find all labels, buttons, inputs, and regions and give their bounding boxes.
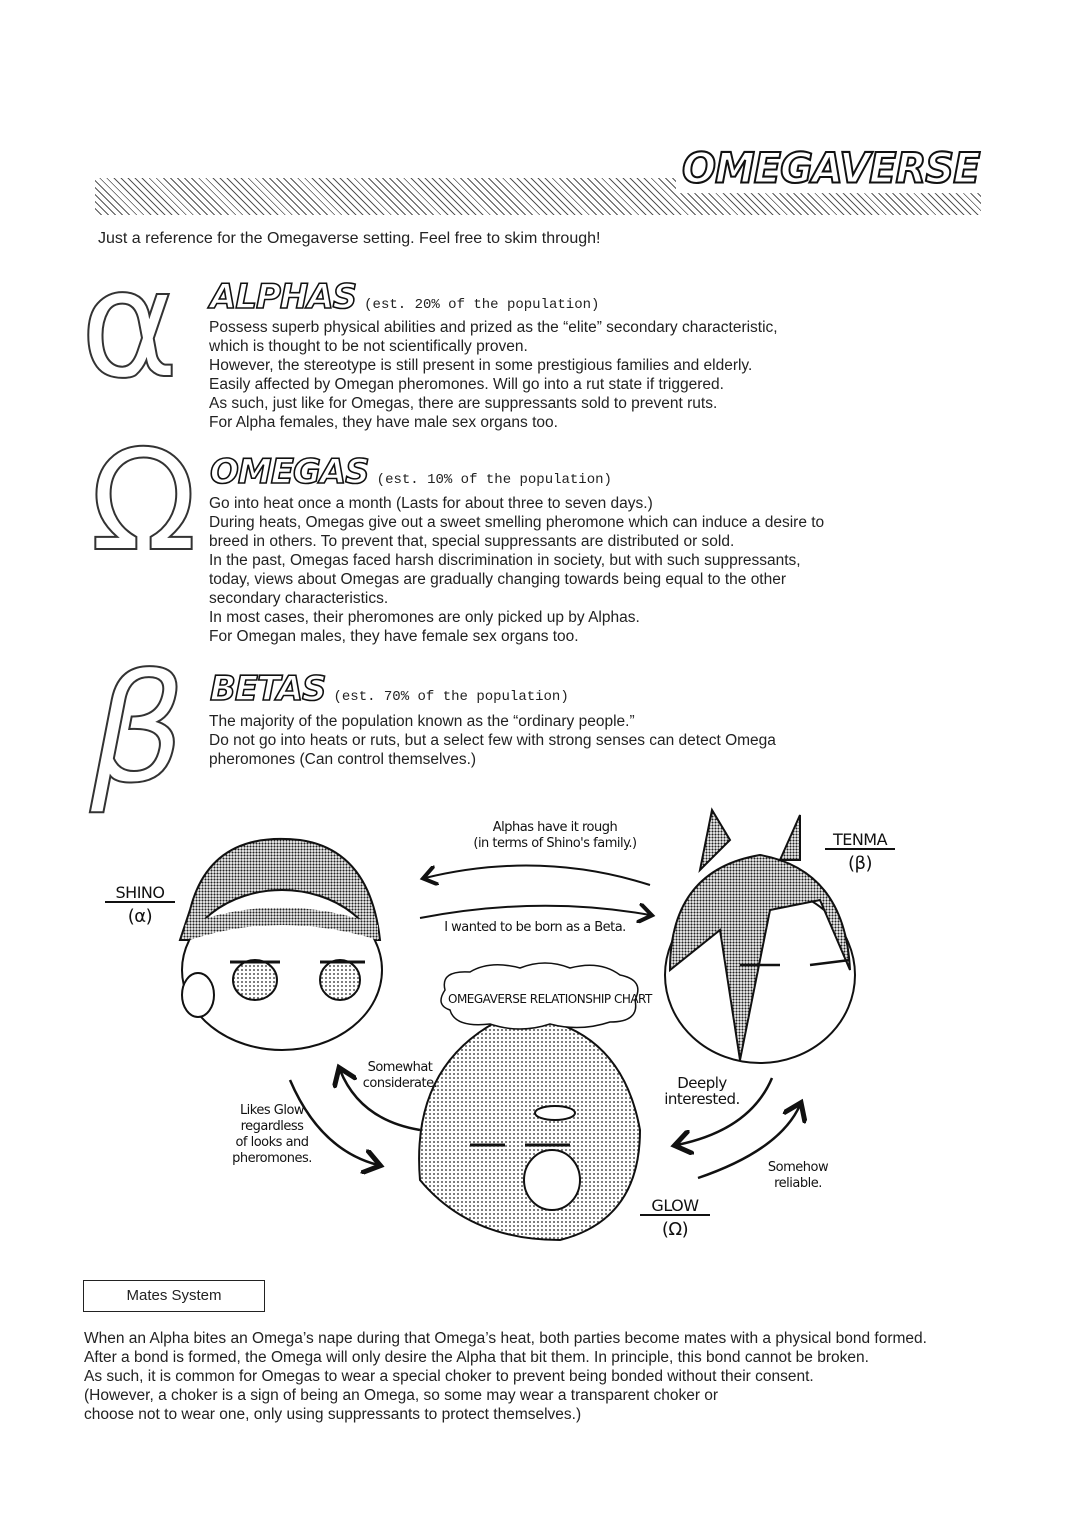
glow-head — [419, 1015, 640, 1240]
alphas-description: Possess superb physical abilities and prized as the “elite” secondary characteristic, which is thought to be not scientifically proven. However, the stereotype is still present in some prestigious families and elderly. Easily affected by Omegan pheromones. Will go into a rut state if triggered. As such, just like for Omegas, there are suppressants sold to prevent ruts. For Alpha females, they have male sex organs too. — [209, 319, 778, 431]
arrow-tenma-to-shino — [425, 866, 650, 885]
alphas-heading: ALPHAS (est. 20% of the population) — [210, 277, 600, 317]
alphas-estimate: (est. 20% of the population) — [364, 297, 600, 313]
label-glow-to-tenma: Somehow reliable. — [767, 1160, 829, 1191]
betas-heading: BETAS (est. 70% of the population) — [210, 669, 569, 709]
alpha-symbol: α — [80, 238, 179, 412]
omegas-description: Go into heat once a month (Lasts for about three to seven days.) During heats, Omegas give out a sweet smelling pheromone which can induce a desire to breed in others. To prevent that, special suppressants are distributed or sold. In the past, Omegas faced harsh discrimination in society, but with such suppressants, today, views about Omegas are gradually changing towards being equal to the other secondary characteristics. In most cases, their pheromones are only picked up by Alphas. For Omegan males, they have female sex organs too. — [209, 495, 825, 645]
beta-symbol: β — [90, 643, 186, 817]
chart-title: OMEGAVERSE RELATIONSHIP CHART — [448, 992, 652, 1006]
label-glow-to-shino: Somewhat considerate. — [362, 1060, 438, 1091]
page-title: OMEGAVERSE — [676, 145, 985, 193]
relationship-chart-illustration — [0, 800, 1080, 1270]
omega-symbol: Ω — [90, 420, 197, 583]
arrow-shino-to-tenma — [420, 906, 650, 918]
character-tenma: TENMA (β) — [825, 832, 895, 872]
character-glow: GLOW (Ω) — [640, 1198, 710, 1238]
character-shino: SHINO (α) — [105, 885, 175, 925]
intro-text: Just a reference for the Omegaverse setting. Feel free to skim through! — [98, 230, 601, 247]
label-tenma-to-glow: Deeply interested. — [664, 1074, 740, 1108]
mates-system-description: When an Alpha bites an Omega’s nape during that Omega’s heat, both parties become mates with a physical bond formed. After a bond is formed, the Omega will only desire the Alpha that bit them. In principle, this bond cannot be broken. As such, it is common for Omegas to wear a special choker to prevent being bonded without their consent. (However, a choker is a sign of being an Omega, so some may wear a transparent choker or choose not to wear one, only using suppressants to protect themselves.) — [84, 1330, 927, 1423]
mates-system-heading: Mates System — [83, 1280, 265, 1312]
label-shino-to-tenma: I wanted to be born as a Beta. — [444, 920, 626, 935]
omegas-estimate: (est. 10% of the population) — [376, 472, 612, 488]
shino-head — [180, 839, 382, 1050]
betas-estimate: (est. 70% of the population) — [333, 689, 569, 705]
label-shino-to-glow: Likes Glow regardless of looks and pheromones. — [232, 1103, 312, 1166]
omegas-heading: OMEGAS (est. 10% of the population) — [210, 452, 612, 492]
label-tenma-to-shino: Alphas have it rough (in terms of Shino's family.) — [473, 820, 637, 851]
betas-description: The majority of the population known as the “ordinary people.” Do not go into heats or ruts, but a select few with strong senses can detect Omega pheromones (Can control themselves.) — [209, 713, 776, 768]
